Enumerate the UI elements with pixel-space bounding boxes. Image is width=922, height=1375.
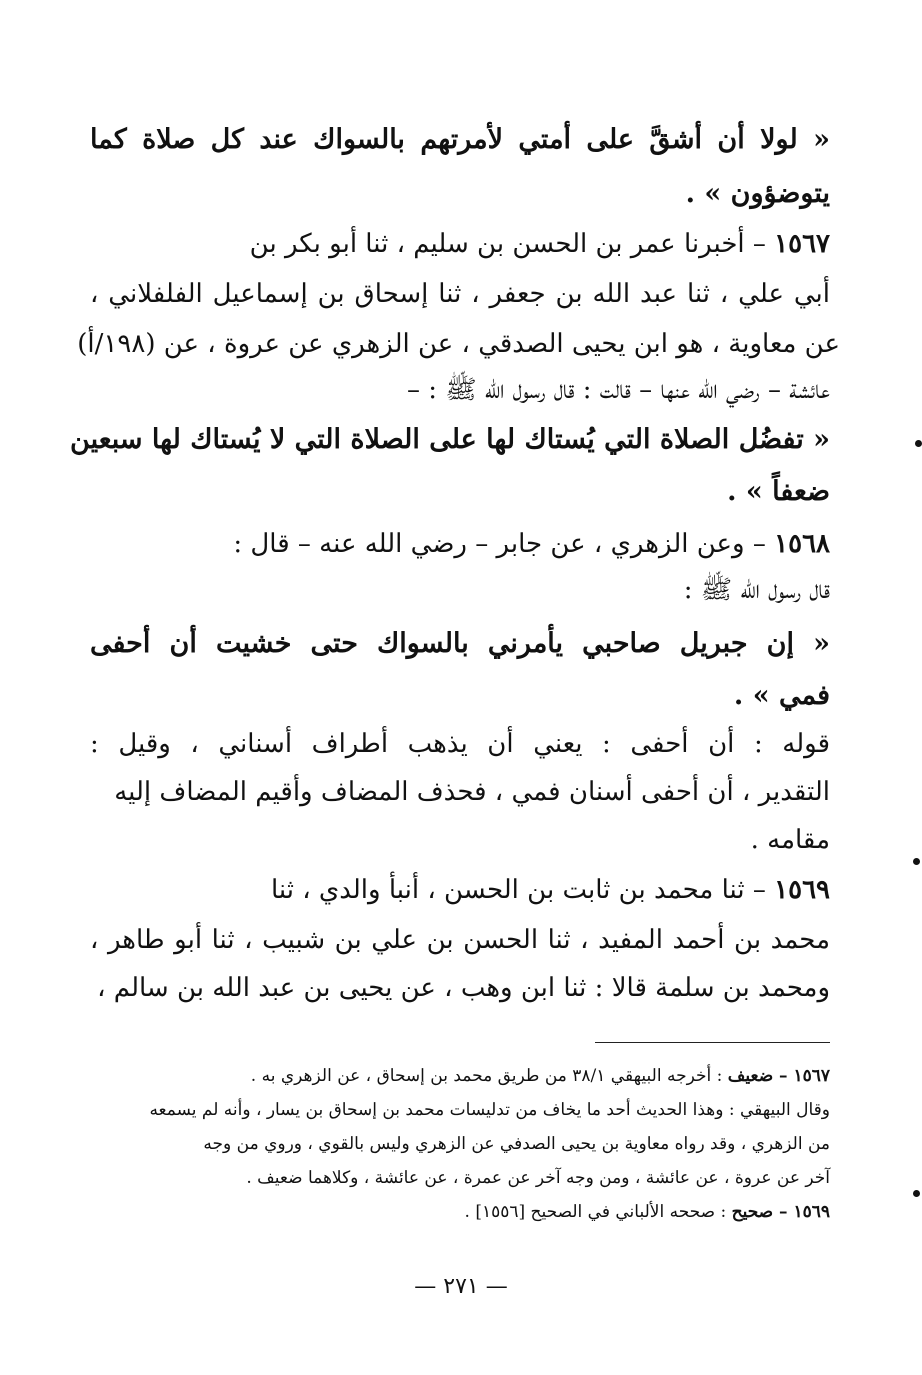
scan-mark [913,858,920,865]
hadith-1569-header [90,868,830,916]
hadith-1568-header [90,522,830,570]
hadith-text-line: يتوضؤون » . [685,178,830,209]
hadith-1567-header [90,222,830,270]
footnote-separator [595,1042,830,1043]
footnote-grade: – ضعيف [727,1066,794,1086]
isnad-line: عائشة – رضي الله عنها – قالت : قال رسول الله ﷺ : – [406,375,830,405]
hadith-text-line: « لولا أن أشقَّ على أمتي لأمرتهم بالسواك عند كل صلاة كما [90,124,830,155]
isnad-text: – ثنا محمد بن ثابت بن الحسن ، أنبأ والدي ، ثنا [270,875,775,905]
hadith-number: ١٥٦٨ [774,529,830,559]
footnote-1569 [90,1198,830,1228]
scan-mark [913,1190,920,1197]
footnote-grade: – صحيح [731,1202,794,1222]
page-number: — ٢٧١ — [414,1274,508,1299]
footnote-number: ١٥٦٧ [793,1066,830,1086]
footnote-text: : أخرجه البيهقي ٣٨/١ من طريق محمد بن إسحاق ، عن الزهري به . [250,1066,728,1086]
footnote-line: آخر عن عروة ، عن عائشة ، ومن وجه آخر عن عمرة ، عن عائشة ، وكلاهما ضعيف . [246,1168,830,1188]
isnad-text: – أخبرنا عمر بن الحسن بن سليم ، ثنا أبو بكر بن [249,229,775,259]
hadith-text-line: ضعفاً » . [727,476,830,507]
isnad-text: – وعن الزهري ، عن جابر – رضي الله عنه – قال : [233,529,775,559]
commentary-line: مقامه . [750,825,830,855]
isnad-line: قال رسول الله ﷺ : [683,575,830,605]
isnad-line: عن معاوية ، هو ابن يحيى الصدقي ، عن الزهري عن عروة ، عن (١٩٨/أ) [77,329,840,359]
isnad-line: أبي علي ، ثنا عبد الله بن جعفر ، ثنا إسحاق بن إسماعيل الفلفلاني ، [90,279,830,309]
scan-mark [915,440,922,447]
hadith-number: ١٥٦٧ [774,229,830,259]
footnote-1567 [90,1062,830,1092]
commentary-line: التقدير ، أن أحفى أسنان فمي ، فحذف المضاف وأقيم المضاف إليه [114,777,830,807]
footnote-text: : صححه الألباني في الصحيح [١٥٥٦] . [464,1202,732,1222]
hadith-text-line: « تفضُل الصلاة التي يُستاك لها على الصلاة التي لا يُستاك لها سبعين [70,424,830,455]
footnote-line: من الزهري ، وقد رواه معاوية بن يحيى الصدفي عن الزهري وليس بالقوي ، وروي من وجه [203,1134,830,1154]
isnad-line: محمد بن أحمد المفيد ، ثنا الحسن بن علي بن شبيب ، ثنا أبو طاهر ، [90,925,830,955]
hadith-number: ١٥٦٩ [774,875,830,905]
footnote-number: ١٥٦٩ [793,1202,830,1222]
footnote-line: وقال البيهقي : وهذا الحديث أحد ما يخاف من تدليسات محمد بن إسحاق بن يسار ، وأنه لم يسمعه [149,1100,830,1120]
commentary-line: قوله : أن أحفى : يعني أن يذهب أطراف أسناني ، وقيل : [90,729,830,759]
hadith-text-line: فمي » . [733,680,830,711]
hadith-text-line: « إن جبريل صاحبي يأمرني بالسواك حتى خشيت أن أحفى [90,628,830,659]
isnad-line: ومحمد بن سلمة قالا : ثنا ابن وهب ، عن يحيى بن عبد الله بن سالم ، [97,973,830,1003]
